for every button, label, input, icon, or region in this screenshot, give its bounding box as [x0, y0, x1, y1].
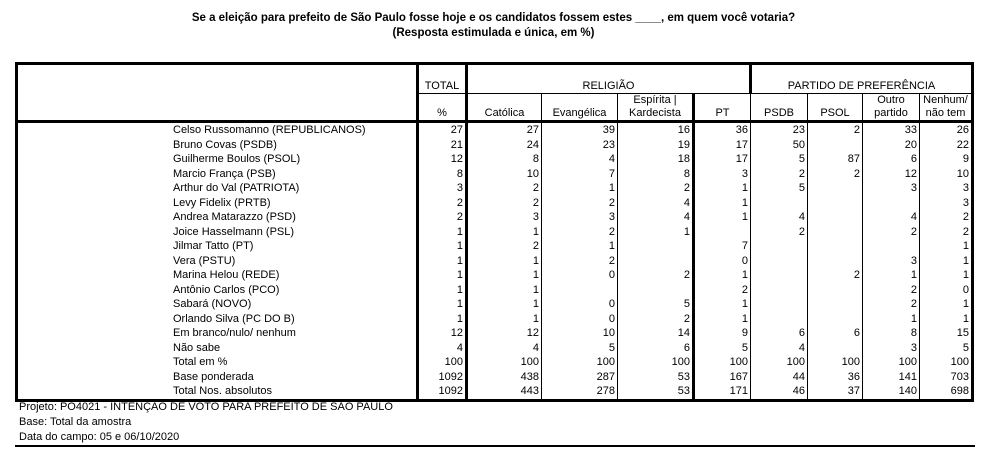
table-row [17, 196, 973, 211]
cell-psdb [751, 254, 808, 269]
cell-espirita: 53 [618, 370, 694, 385]
cell-psol [808, 210, 863, 225]
cell-total: 1 [418, 254, 467, 269]
table-row [17, 326, 973, 341]
cell-psdb [751, 283, 808, 298]
table-row [17, 312, 973, 327]
cell-catolica: 100 [467, 355, 542, 370]
cell-espirita: 2 [618, 181, 694, 196]
cell-psol: 6 [808, 326, 863, 341]
row-label: Antônio Carlos (PCO) [173, 283, 280, 296]
cell-evangelica: 278 [542, 384, 618, 400]
cell-psdb: 6 [751, 326, 808, 341]
cell-pt: 3 [694, 167, 751, 182]
cell-outro: 2 [863, 225, 920, 240]
cell-total: 4 [418, 341, 467, 356]
cell-psol: 100 [808, 355, 863, 370]
cell-pt: 100 [694, 355, 751, 370]
cell-evangelica: 7 [542, 167, 618, 182]
question-title: Se a eleição para prefeito de São Paulo fosse hoje e os candidatos fossem estes ____, em quem você votaria? [191, 12, 796, 24]
cell-catolica: 2 [467, 239, 542, 254]
cell-nenhum: 9 [920, 152, 973, 167]
column-header-line1 [697, 94, 748, 107]
table-row [17, 370, 973, 385]
cell-espirita: 100 [618, 355, 694, 370]
cell-outro: 1 [863, 268, 920, 283]
table-row [17, 254, 973, 269]
column-header-outro [863, 94, 920, 122]
cell-outro: 2 [863, 283, 920, 298]
cell-espirita: 53 [618, 384, 694, 400]
cell-total: 21 [418, 138, 467, 153]
cell-psol [808, 196, 863, 211]
cell-nenhum: 1 [920, 268, 973, 283]
cell-pt: 7 [694, 239, 751, 254]
cell-psdb: 5 [751, 152, 808, 167]
column-header-line1: Espírita | [633, 94, 677, 106]
cell-nenhum: 2 [920, 225, 973, 240]
column-header-espirita [618, 94, 694, 122]
cell-evangelica: 2 [542, 225, 618, 240]
cell-outro: 6 [863, 152, 920, 167]
row-label: Guilherme Boulos (PSOL) [173, 153, 301, 166]
cell-psdb [751, 312, 808, 327]
header-group-total: TOTAL [418, 64, 467, 94]
row-label: Orlando Silva (PC DO B) [173, 312, 295, 325]
cell-total: 1 [418, 283, 467, 298]
table-row [17, 239, 973, 254]
cell-espirita: 16 [618, 122, 694, 138]
cell-evangelica: 287 [542, 370, 618, 385]
cell-catolica: 1 [467, 254, 542, 269]
cell-psdb: 50 [751, 138, 808, 153]
cell-nenhum: 26 [920, 122, 973, 138]
cell-psdb: 23 [751, 122, 808, 138]
row-label: Andrea Matarazzo (PSD) [173, 211, 296, 224]
cell-outro: 141 [863, 370, 920, 385]
cell-espirita: 19 [618, 138, 694, 153]
cell-pt: 171 [694, 384, 751, 400]
table-row [17, 268, 973, 283]
cell-evangelica: 5 [542, 341, 618, 356]
column-header-catolica [467, 94, 542, 122]
cell-evangelica: 2 [542, 254, 618, 269]
cell-total: 1 [418, 297, 467, 312]
row-label: Marina Helou (REDE) [173, 269, 280, 282]
cell-catolica: 1 [467, 312, 542, 327]
cell-outro: 20 [863, 138, 920, 153]
cell-nenhum: 22 [920, 138, 973, 153]
cell-evangelica: 1 [542, 181, 618, 196]
cell-psdb [751, 297, 808, 312]
cell-psol: 2 [808, 167, 863, 182]
cell-psdb: 44 [751, 370, 808, 385]
cell-psdb: 4 [751, 341, 808, 356]
cell-psdb [751, 196, 808, 211]
cell-catolica: 2 [467, 181, 542, 196]
cell-evangelica: 10 [542, 326, 618, 341]
cell-psol: 37 [808, 384, 863, 400]
table-row [17, 181, 973, 196]
cell-outro: 2 [863, 297, 920, 312]
cell-nenhum: 1 [920, 254, 973, 269]
cell-total: 1 [418, 268, 467, 283]
cell-catolica: 24 [467, 138, 542, 153]
cell-nenhum: 100 [920, 355, 973, 370]
row-label: Vera (PSTU) [173, 254, 236, 267]
cell-pt: 1 [694, 210, 751, 225]
cell-pt: 2 [694, 283, 751, 298]
table-row [17, 152, 973, 167]
cell-total: 2 [418, 196, 467, 211]
column-header-line2: Kardecista [629, 107, 681, 119]
row-label: Em branco/nulo/ nenhum [173, 327, 296, 340]
column-header-line1 [470, 94, 539, 107]
cell-total: 1092 [418, 370, 467, 385]
table-row [17, 297, 973, 312]
row-label: Base ponderada [173, 370, 254, 383]
cell-evangelica: 0 [542, 297, 618, 312]
cell-pt: 1 [694, 312, 751, 327]
table-body [17, 122, 973, 401]
cell-outro: 140 [863, 384, 920, 400]
row-label: Não sabe [173, 341, 221, 354]
cell-nenhum: 698 [920, 384, 973, 400]
cell-psol [808, 225, 863, 240]
cell-espirita: 4 [618, 210, 694, 225]
cell-espirita [618, 283, 694, 298]
cell-espirita: 6 [618, 341, 694, 356]
footer-data-campo: Data do campo: 05 e 06/10/2020 [19, 431, 180, 443]
cell-nenhum: 5 [920, 341, 973, 356]
cell-catolica: 438 [467, 370, 542, 385]
cell-outro [863, 196, 920, 211]
cell-psdb: 100 [751, 355, 808, 370]
cell-nenhum: 1 [920, 239, 973, 254]
table-row [17, 167, 973, 182]
cell-evangelica: 2 [542, 196, 618, 211]
column-header-psdb [751, 94, 808, 122]
cell-psol [808, 297, 863, 312]
cell-total: 1 [418, 239, 467, 254]
cell-catolica: 10 [467, 167, 542, 182]
header-row-groups [17, 64, 973, 94]
column-header-line1: Nenhum/ [923, 94, 968, 106]
cell-evangelica [542, 283, 618, 298]
cell-catolica: 12 [467, 326, 542, 341]
cell-pt: 9 [694, 326, 751, 341]
cell-psdb: 46 [751, 384, 808, 400]
cell-psol [808, 138, 863, 153]
cell-psol [808, 341, 863, 356]
cell-evangelica: 0 [542, 268, 618, 283]
cell-pt: 1 [694, 181, 751, 196]
cell-outro: 8 [863, 326, 920, 341]
cell-nenhum: 2 [920, 210, 973, 225]
cell-psol: 2 [808, 122, 863, 138]
column-header-line2: não tem [925, 107, 966, 119]
cell-pt: 0 [694, 254, 751, 269]
cell-nenhum: 10 [920, 167, 973, 182]
cell-pt: 17 [694, 138, 751, 153]
cell-psol: 36 [808, 370, 863, 385]
cell-espirita: 5 [618, 297, 694, 312]
cell-total: 12 [418, 326, 467, 341]
column-header-nenhum [920, 94, 973, 122]
column-header-pt [694, 94, 751, 122]
column-header-line1 [753, 94, 805, 107]
column-header-total [418, 94, 467, 122]
column-header-psol [808, 94, 863, 122]
column-header-line1 [810, 94, 860, 107]
column-header-line2: % [437, 107, 447, 119]
row-label: Celso Russomanno (REPUBLICANOS) [173, 124, 366, 137]
cell-outro: 100 [863, 355, 920, 370]
cell-pt: 1 [694, 297, 751, 312]
cell-nenhum: 0 [920, 283, 973, 298]
cell-espirita: 2 [618, 312, 694, 327]
cell-evangelica: 1 [542, 239, 618, 254]
cell-catolica: 27 [467, 122, 542, 138]
column-header-line1 [421, 94, 463, 107]
cell-catolica: 2 [467, 196, 542, 211]
cell-psol [808, 283, 863, 298]
cell-evangelica: 3 [542, 210, 618, 225]
column-header-line1: Outro [877, 94, 905, 106]
cell-catolica: 443 [467, 384, 542, 400]
cell-outro: 1 [863, 312, 920, 327]
cell-outro: 3 [863, 341, 920, 356]
cell-outro: 33 [863, 122, 920, 138]
cell-pt [694, 225, 751, 240]
column-header-line2: Evangélica [552, 107, 607, 119]
cell-psol [808, 254, 863, 269]
table-row [17, 384, 973, 400]
cell-psdb: 5 [751, 181, 808, 196]
column-header-line2: PT [715, 107, 730, 119]
cell-total: 1092 [418, 384, 467, 400]
cell-psol: 87 [808, 152, 863, 167]
cell-catolica: 1 [467, 268, 542, 283]
cell-evangelica: 100 [542, 355, 618, 370]
cell-outro: 3 [863, 254, 920, 269]
cell-catolica: 3 [467, 210, 542, 225]
cell-nenhum: 3 [920, 181, 973, 196]
cell-evangelica: 0 [542, 312, 618, 327]
row-label: Bruno Covas (PSDB) [173, 138, 277, 151]
cell-psol [808, 239, 863, 254]
header-label-corner [17, 64, 418, 122]
cell-catolica: 1 [467, 297, 542, 312]
row-label: Jilmar Tatto (PT) [173, 240, 254, 253]
cell-catolica: 1 [467, 283, 542, 298]
cell-psol [808, 312, 863, 327]
cell-espirita [618, 254, 694, 269]
table-row [17, 283, 973, 298]
cell-espirita: 2 [618, 268, 694, 283]
cell-espirita: 8 [618, 167, 694, 182]
row-label: Joice Hasselmann (PSL) [173, 225, 295, 238]
cell-total: 12 [418, 152, 467, 167]
footer-base: Base: Total da amostra [19, 416, 132, 428]
cell-total: 1 [418, 225, 467, 240]
cell-pt: 1 [694, 196, 751, 211]
results-table [15, 62, 974, 402]
cell-total: 8 [418, 167, 467, 182]
cell-psdb: 4 [751, 210, 808, 225]
cell-total: 1 [418, 312, 467, 327]
cell-catolica: 8 [467, 152, 542, 167]
cell-espirita [618, 239, 694, 254]
column-header-line1 [544, 94, 615, 107]
table-row [17, 341, 973, 356]
cell-nenhum: 1 [920, 312, 973, 327]
cell-pt: 36 [694, 122, 751, 138]
cell-nenhum: 3 [920, 196, 973, 211]
cell-pt: 5 [694, 341, 751, 356]
row-label: Arthur do Val (PATRIOTA) [173, 182, 300, 195]
cell-espirita: 14 [618, 326, 694, 341]
cell-nenhum: 703 [920, 370, 973, 385]
cell-espirita: 1 [618, 225, 694, 240]
question-subtitle: (Resposta estimulada e única, em %) [392, 27, 595, 39]
cell-nenhum: 1 [920, 297, 973, 312]
row-label: Total em % [173, 356, 228, 369]
cell-psdb [751, 268, 808, 283]
row-label: Total Nos. absolutos [173, 385, 273, 398]
cell-psdb [751, 239, 808, 254]
cell-pt: 167 [694, 370, 751, 385]
cell-outro: 12 [863, 167, 920, 182]
column-header-line2: partido [874, 107, 908, 119]
table-row [17, 355, 973, 370]
column-header-line2: Católica [484, 107, 525, 119]
cell-espirita: 4 [618, 196, 694, 211]
cell-total: 27 [418, 122, 467, 138]
table-row [17, 138, 973, 153]
cell-evangelica: 23 [542, 138, 618, 153]
cell-evangelica: 39 [542, 122, 618, 138]
cell-psol: 2 [808, 268, 863, 283]
column-header-line2: PSOL [820, 107, 850, 119]
cell-nenhum: 15 [920, 326, 973, 341]
cell-evangelica: 4 [542, 152, 618, 167]
row-label: Marcio França (PSB) [173, 167, 276, 180]
column-header-line2: PSDB [764, 107, 794, 119]
footer-projeto: Projeto: PO4021 - INTENÇÃO DE VOTO PARA PREFEITO DE SÃO PAULO [19, 401, 393, 413]
cell-pt: 1 [694, 268, 751, 283]
cell-total: 3 [418, 181, 467, 196]
cell-psdb: 2 [751, 225, 808, 240]
cell-total: 100 [418, 355, 467, 370]
footer-divider [15, 445, 975, 447]
cell-total: 2 [418, 210, 467, 225]
cell-espirita: 18 [618, 152, 694, 167]
cell-catolica: 4 [467, 341, 542, 356]
table-row [17, 225, 973, 240]
row-label: Sabará (NOVO) [173, 298, 252, 311]
table-row [17, 122, 973, 138]
cell-outro [863, 239, 920, 254]
header-group-religiao: RELIGIÃO [467, 64, 751, 94]
row-label: Levy Fidelix (PRTB) [173, 196, 271, 209]
cell-outro: 4 [863, 210, 920, 225]
table-row [17, 210, 973, 225]
cell-psol [808, 181, 863, 196]
header-group-partido: PARTIDO DE PREFERÊNCIA [751, 64, 973, 94]
cell-outro: 3 [863, 181, 920, 196]
column-header-evangelica [542, 94, 618, 122]
cell-catolica: 1 [467, 225, 542, 240]
cell-pt: 17 [694, 152, 751, 167]
cell-psdb: 2 [751, 167, 808, 182]
